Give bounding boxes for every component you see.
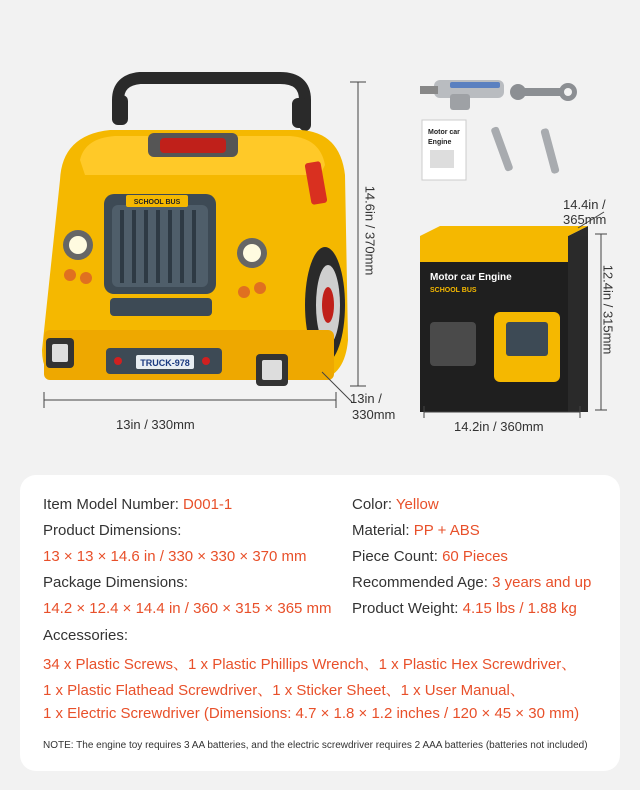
material-label: Material: (352, 522, 414, 539)
truck-depth-label-2: 330mm (352, 407, 396, 422)
piece-count (352, 548, 508, 565)
accessories-label: Accessories: (43, 627, 129, 644)
electric-screwdriver-image (420, 80, 504, 110)
accessories-line-3: 1 x Electric Screwdriver (Dimensions: 4.7 × 1.8 × 1.2 inches / 120 × 45 × 30 mm) (43, 705, 580, 722)
package-dimensions-label: Package Dimensions: (43, 574, 189, 591)
piece-label: Piece Count: (352, 548, 443, 565)
box-width-label: 14.2in / 360mm (454, 419, 544, 434)
specs-card (20, 475, 620, 771)
box-subtitle: SCHOOL BUS (430, 287, 477, 294)
material (352, 522, 480, 539)
box-image (420, 226, 620, 416)
piece-value: 60 Pieces (442, 548, 508, 565)
box-depth-label-1: 14.4in / (563, 197, 606, 212)
svg-text:Engine: Engine (428, 139, 452, 146)
material-value: PP + ABS (413, 522, 480, 539)
truck-handle (118, 78, 305, 125)
model-value: D001-1 (183, 496, 233, 513)
truck-image (0, 0, 360, 400)
product-weight (352, 600, 577, 617)
wrench-image (510, 83, 577, 101)
box-depth-label-2: 365mm (563, 212, 607, 227)
accessories-line-2: 1 x Plastic Flathead Screwdriver、1 x Sticker Sheet、1 x User Manual、 (43, 682, 525, 699)
product-dimensions-label: Product Dimensions: (43, 522, 182, 539)
recommended-age (352, 574, 591, 591)
weight-value: 4.15 lbs / 1.88 kg (462, 600, 577, 617)
truck-width-label: 13in / 330mm (116, 417, 195, 432)
accessories-line-1: 34 x Plastic Screws、1 x Plastic Phillips Wrench、1 x Plastic Hex Screwdriver、 (43, 656, 577, 673)
model-label: Item Model Number: (43, 496, 184, 513)
truck-sign-text: SCHOOL BUS (133, 199, 181, 206)
battery-note: NOTE: The engine toy requires 3 AA batteries, and the electric screwdriver requires 2 AAA batteries (batteries not included) (43, 740, 588, 751)
box-height-label: 12.4in / 315mm (600, 264, 616, 355)
product-dimensions-value: 13 × 13 × 14.6 in / 330 × 330 × 370 mm (43, 548, 307, 565)
age-value: 3 years and up (492, 574, 592, 591)
color (352, 496, 439, 513)
color-label: Color: (352, 496, 396, 513)
svg-text:Motor car: Motor car (428, 129, 460, 136)
box-title: Motor car Engine (430, 272, 512, 283)
manual-image (422, 120, 466, 180)
weight-label: Product Weight: (352, 600, 463, 617)
truck-depth-label-1: 13in / (350, 391, 382, 406)
box-width-arrow (422, 404, 582, 420)
accessories-image (410, 68, 610, 188)
truck-plate-text: TRUCK-978 (140, 358, 190, 368)
model-number (43, 496, 232, 513)
truck-width-arrow (40, 390, 340, 410)
age-label: Recommended Age: (352, 574, 493, 591)
color-value: Yellow (395, 496, 439, 513)
truck-height-label: 14.6in / 370mm (362, 185, 378, 276)
package-dimensions-value: 14.2 × 12.4 × 14.4 in / 360 × 315 × 365 mm (43, 600, 332, 617)
